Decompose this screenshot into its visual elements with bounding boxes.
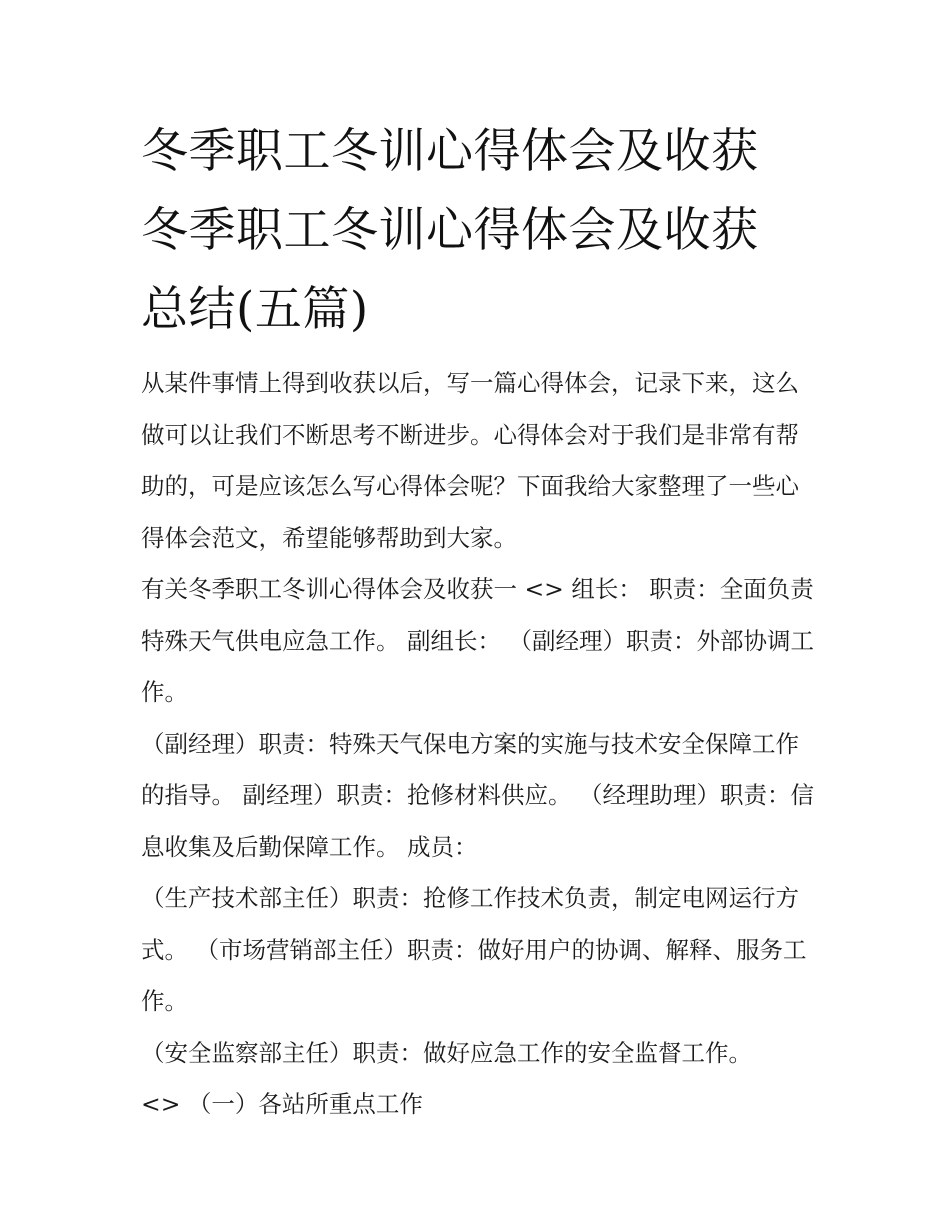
paragraph-safety: （安全监察部主任）职责：做好应急工作的安全监督工作。 — [141, 1038, 752, 1067]
title-line-1: 冬季职工冬训心得体会及收获 — [141, 124, 759, 179]
document-page — [141, 112, 817, 1131]
paragraph-deputy-duties: （副经理）职责：特殊天气保电方案的实施与技术安全保障工作的指导。 副经理）职责：抢修材料供应。 （经理助理）职责：信息收集及后勤保障工作。 成员： — [141, 729, 814, 861]
title-line-2: 冬季职工冬训心得体会及收获 — [141, 203, 759, 258]
document-body — [141, 358, 817, 1131]
paragraph-section-heading: <> （一）各站所重点工作 — [141, 1090, 423, 1118]
paragraph-members: （生产技术部主任）职责：抢修工作技术负责，制定电网运行方式。 （市场营销部主任）职责：做好用户的协调、解释、服务工作。 — [141, 884, 807, 1015]
document-title — [141, 112, 817, 349]
paragraph-intro: 从某件事情上得到收获以后，写一篇心得体会，记录下来，这么做可以让我们不断思考不断进步。心得体会对于我们是非常有帮助的，可是应该怎么写心得体会呢？下面我给大家整理了一些心得体会范文，希望能够帮助到大家。 — [141, 369, 799, 552]
title-line-3: 总结(五篇) — [141, 282, 369, 337]
paragraph-team-leaders: 有关冬季职工冬训心得体会及收获一 <> 组长： 职责：全面负责特殊天气供电应急工作。 副组长： （副经理）职责：外部协调工作。 — [141, 575, 814, 706]
